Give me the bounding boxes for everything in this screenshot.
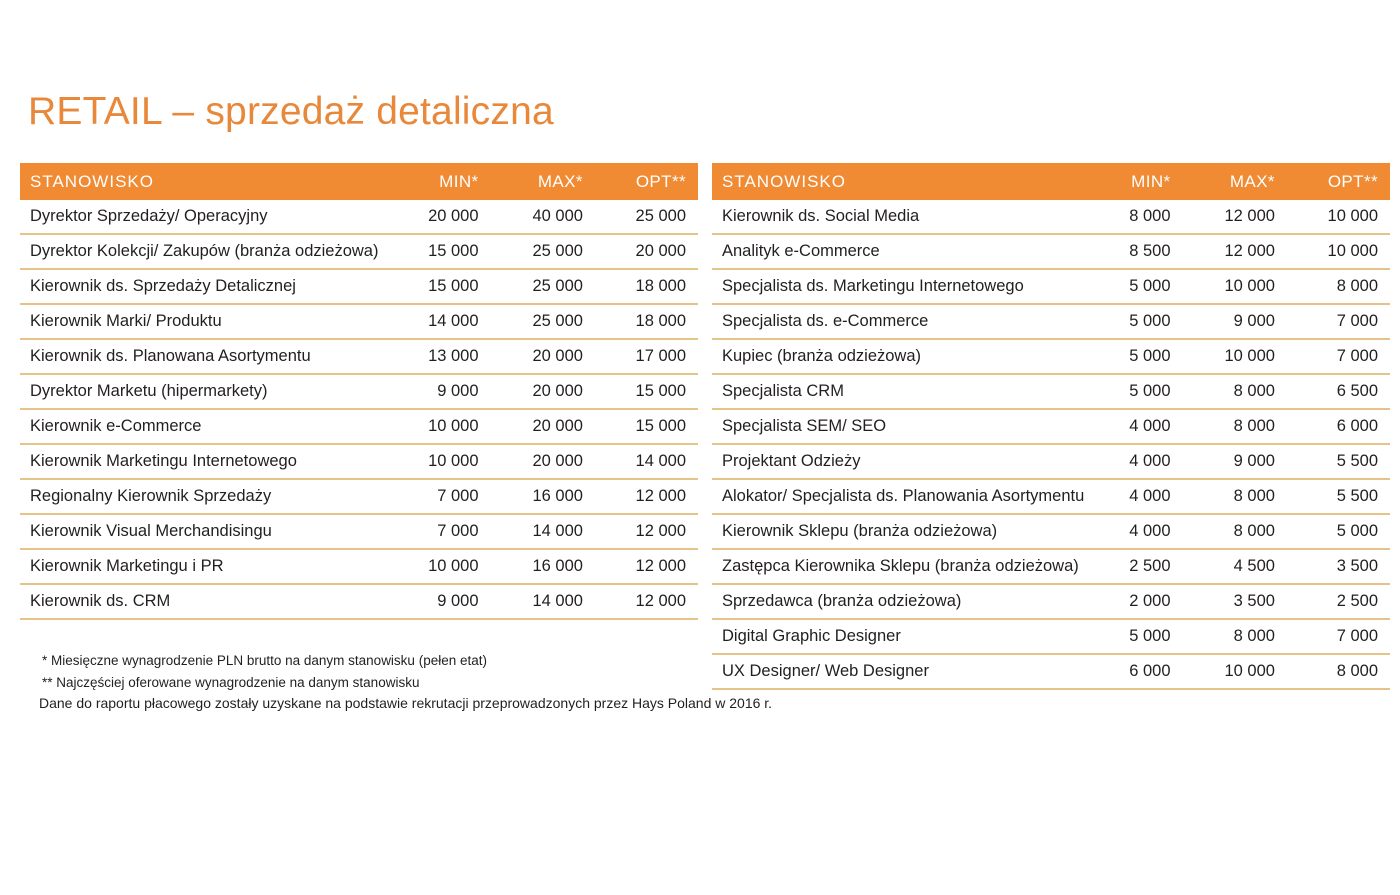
cell-opt: 10 000	[1327, 207, 1378, 225]
footnote-data-source: Dane do raportu płacowego zostały uzyskane na podstawie rekrutacji przeprowadzonych przez Hays Poland w 2016 r.	[39, 695, 773, 711]
cell-min: 4 000	[1129, 487, 1171, 505]
cell-opt: 7 000	[1336, 347, 1378, 365]
table-row	[712, 479, 1390, 514]
cell-position: Kierownik ds. CRM	[30, 592, 171, 610]
cell-max: 8 000	[1233, 487, 1275, 505]
cell-opt: 6 500	[1336, 382, 1378, 400]
cell-max: 40 000	[532, 207, 583, 225]
cell-position: Zastępca Kierownika Sklepu (branża odzieżowa)	[722, 557, 1079, 575]
cell-min: 4 000	[1129, 417, 1171, 435]
cell-max: 20 000	[532, 382, 583, 400]
cell-opt: 12 000	[635, 522, 686, 540]
cell-max: 8 000	[1233, 627, 1275, 645]
table-row	[712, 549, 1390, 584]
cell-min: 5 000	[1129, 382, 1171, 400]
cell-position: Projektant Odzieży	[722, 452, 861, 470]
cell-max: 16 000	[532, 557, 583, 575]
cell-opt: 12 000	[635, 592, 686, 610]
cell-opt: 17 000	[635, 347, 686, 365]
table-body-right	[712, 200, 1390, 689]
page-title: RETAIL – sprzedaż detaliczna	[28, 90, 554, 133]
table-row	[20, 409, 698, 444]
cell-max: 20 000	[532, 417, 583, 435]
cell-position: Regionalny Kierownik Sprzedaży	[30, 487, 272, 505]
cell-min: 13 000	[428, 347, 479, 365]
table-header-left	[20, 163, 698, 200]
cell-max: 25 000	[532, 277, 583, 295]
cell-position: Kierownik e-Commerce	[30, 417, 202, 435]
cell-min: 2 500	[1129, 557, 1171, 575]
footnote-min-definition: * Miesięczne wynagrodzenie PLN brutto na danym stanowisku (pełen etat)	[42, 653, 487, 668]
cell-min: 7 000	[437, 487, 479, 505]
cell-max: 10 000	[1224, 347, 1275, 365]
cell-position: Dyrektor Kolekcji/ Zakupów (branża odzieżowa)	[30, 242, 379, 260]
cell-max: 20 000	[532, 452, 583, 470]
cell-min: 10 000	[428, 557, 479, 575]
cell-position: Kierownik ds. Social Media	[722, 207, 920, 225]
cell-min: 5 000	[1129, 347, 1171, 365]
footnote-opt-definition: ** Najczęściej oferowane wynagrodzenie na danym stanowisku	[42, 674, 420, 690]
cell-opt: 7 000	[1336, 627, 1378, 645]
cell-max: 12 000	[1224, 242, 1275, 260]
header-cell-max: MAX*	[1229, 171, 1275, 191]
table-row	[20, 304, 698, 339]
cell-max: 9 000	[1233, 312, 1275, 330]
cell-min: 5 000	[1129, 277, 1171, 295]
cell-min: 10 000	[428, 417, 479, 435]
table-body-left	[20, 200, 698, 619]
cell-position: Kierownik Marketingu Internetowego	[30, 452, 297, 470]
table-row	[20, 584, 698, 619]
table-row	[20, 479, 698, 514]
cell-position: Specjalista ds. e-Commerce	[722, 312, 929, 330]
cell-min: 8 000	[1129, 207, 1171, 225]
cell-opt: 5 500	[1336, 487, 1378, 505]
cell-min: 2 000	[1129, 592, 1171, 610]
cell-position: Kupiec (branża odzieżowa)	[722, 347, 922, 365]
salary-table-left-wrapper	[20, 163, 698, 620]
salary-table-left	[20, 163, 698, 620]
cell-opt: 8 000	[1336, 277, 1378, 295]
cell-max: 14 000	[532, 592, 583, 610]
cell-opt: 3 500	[1336, 557, 1378, 575]
cell-opt: 18 000	[635, 277, 686, 295]
cell-min: 15 000	[428, 277, 479, 295]
cell-opt: 5 500	[1336, 452, 1378, 470]
cell-min: 14 000	[428, 312, 479, 330]
cell-max: 25 000	[532, 242, 583, 260]
cell-max: 8 000	[1233, 417, 1275, 435]
cell-position: Analityk e-Commerce	[722, 242, 880, 260]
cell-position: UX Designer/ Web Designer	[722, 662, 929, 680]
cell-opt: 25 000	[635, 207, 686, 225]
cell-max: 12 000	[1224, 207, 1275, 225]
header-cell-opt: OPT**	[635, 171, 686, 191]
salary-table-right-wrapper	[712, 163, 1390, 690]
table-row	[20, 200, 698, 234]
cell-position: Dyrektor Marketu (hipermarkety)	[30, 382, 268, 400]
cell-opt: 5 000	[1336, 522, 1378, 540]
cell-position: Kierownik Sklepu (branża odzieżowa)	[722, 522, 998, 540]
header-cell-min: MIN*	[1131, 171, 1171, 191]
cell-min: 4 000	[1129, 522, 1171, 540]
cell-max: 10 000	[1224, 277, 1275, 295]
table-row	[20, 269, 698, 304]
table-row	[712, 584, 1390, 619]
cell-opt: 6 000	[1336, 417, 1378, 435]
table-row	[712, 409, 1390, 444]
cell-min: 4 000	[1129, 452, 1171, 470]
table-row	[20, 374, 698, 409]
cell-opt: 12 000	[635, 487, 686, 505]
cell-min: 10 000	[428, 452, 479, 470]
cell-min: 8 500	[1129, 242, 1171, 260]
header-cell-opt: OPT**	[1327, 171, 1378, 191]
footnotes-block	[39, 650, 862, 715]
cell-opt: 2 500	[1336, 592, 1378, 610]
table-row	[712, 374, 1390, 409]
table-row	[20, 549, 698, 584]
cell-min: 9 000	[437, 382, 479, 400]
header-cell-max: MAX*	[537, 171, 583, 191]
cell-opt: 8 000	[1336, 662, 1378, 680]
table-header-right	[712, 163, 1390, 200]
cell-position: Kierownik ds. Sprzedaży Detalicznej	[30, 277, 296, 295]
cell-opt: 15 000	[635, 417, 686, 435]
table-row	[712, 514, 1390, 549]
cell-max: 10 000	[1224, 662, 1275, 680]
cell-opt: 10 000	[1327, 242, 1378, 260]
cell-min: 5 000	[1129, 312, 1171, 330]
cell-position: Kierownik Visual Merchandisingu	[30, 522, 272, 540]
cell-position: Specjalista CRM	[722, 382, 844, 400]
cell-min: 5 000	[1129, 627, 1171, 645]
cell-position: Kierownik Marki/ Produktu	[30, 312, 222, 330]
cell-opt: 14 000	[635, 452, 686, 470]
cell-min: 9 000	[437, 592, 479, 610]
cell-max: 9 000	[1233, 452, 1275, 470]
cell-opt: 12 000	[635, 557, 686, 575]
cell-max: 20 000	[532, 347, 583, 365]
cell-max: 3 500	[1233, 592, 1275, 610]
table-row	[20, 444, 698, 479]
cell-position: Alokator/ Specjalista ds. Planowania Asortymentu	[722, 487, 1085, 505]
table-row	[712, 234, 1390, 269]
cell-position: Digital Graphic Designer	[722, 627, 901, 645]
cell-opt: 7 000	[1336, 312, 1378, 330]
cell-min: 7 000	[437, 522, 479, 540]
cell-max: 25 000	[532, 312, 583, 330]
table-row	[712, 200, 1390, 234]
table-row	[20, 234, 698, 269]
cell-min: 15 000	[428, 242, 479, 260]
cell-max: 14 000	[532, 522, 583, 540]
table-row	[712, 304, 1390, 339]
header-cell-position: STANOWISKO	[30, 171, 154, 191]
header-cell-position: STANOWISKO	[722, 171, 846, 191]
cell-max: 16 000	[532, 487, 583, 505]
cell-opt: 18 000	[635, 312, 686, 330]
cell-position: Sprzedawca (branża odzieżowa)	[722, 592, 962, 610]
cell-min: 20 000	[428, 207, 479, 225]
table-row	[712, 269, 1390, 304]
table-row	[712, 339, 1390, 374]
cell-position: Kierownik Marketingu i PR	[30, 557, 224, 575]
cell-opt: 15 000	[635, 382, 686, 400]
table-row	[20, 339, 698, 374]
header-row	[20, 163, 698, 200]
salary-table-right	[712, 163, 1390, 690]
cell-opt: 20 000	[635, 242, 686, 260]
table-row	[20, 514, 698, 549]
cell-position: Kierownik ds. Planowana Asortymentu	[30, 347, 311, 365]
cell-max: 8 000	[1233, 382, 1275, 400]
cell-position: Specjalista ds. Marketingu Internetowego	[722, 277, 1024, 295]
cell-max: 8 000	[1233, 522, 1275, 540]
header-row	[712, 163, 1390, 200]
table-row	[712, 444, 1390, 479]
table-row	[712, 619, 1390, 654]
cell-min: 6 000	[1129, 662, 1171, 680]
cell-max: 4 500	[1233, 557, 1275, 575]
cell-position: Specjalista SEM/ SEO	[722, 417, 887, 435]
cell-position: Dyrektor Sprzedaży/ Operacyjny	[30, 207, 268, 225]
header-cell-min: MIN*	[439, 171, 479, 191]
